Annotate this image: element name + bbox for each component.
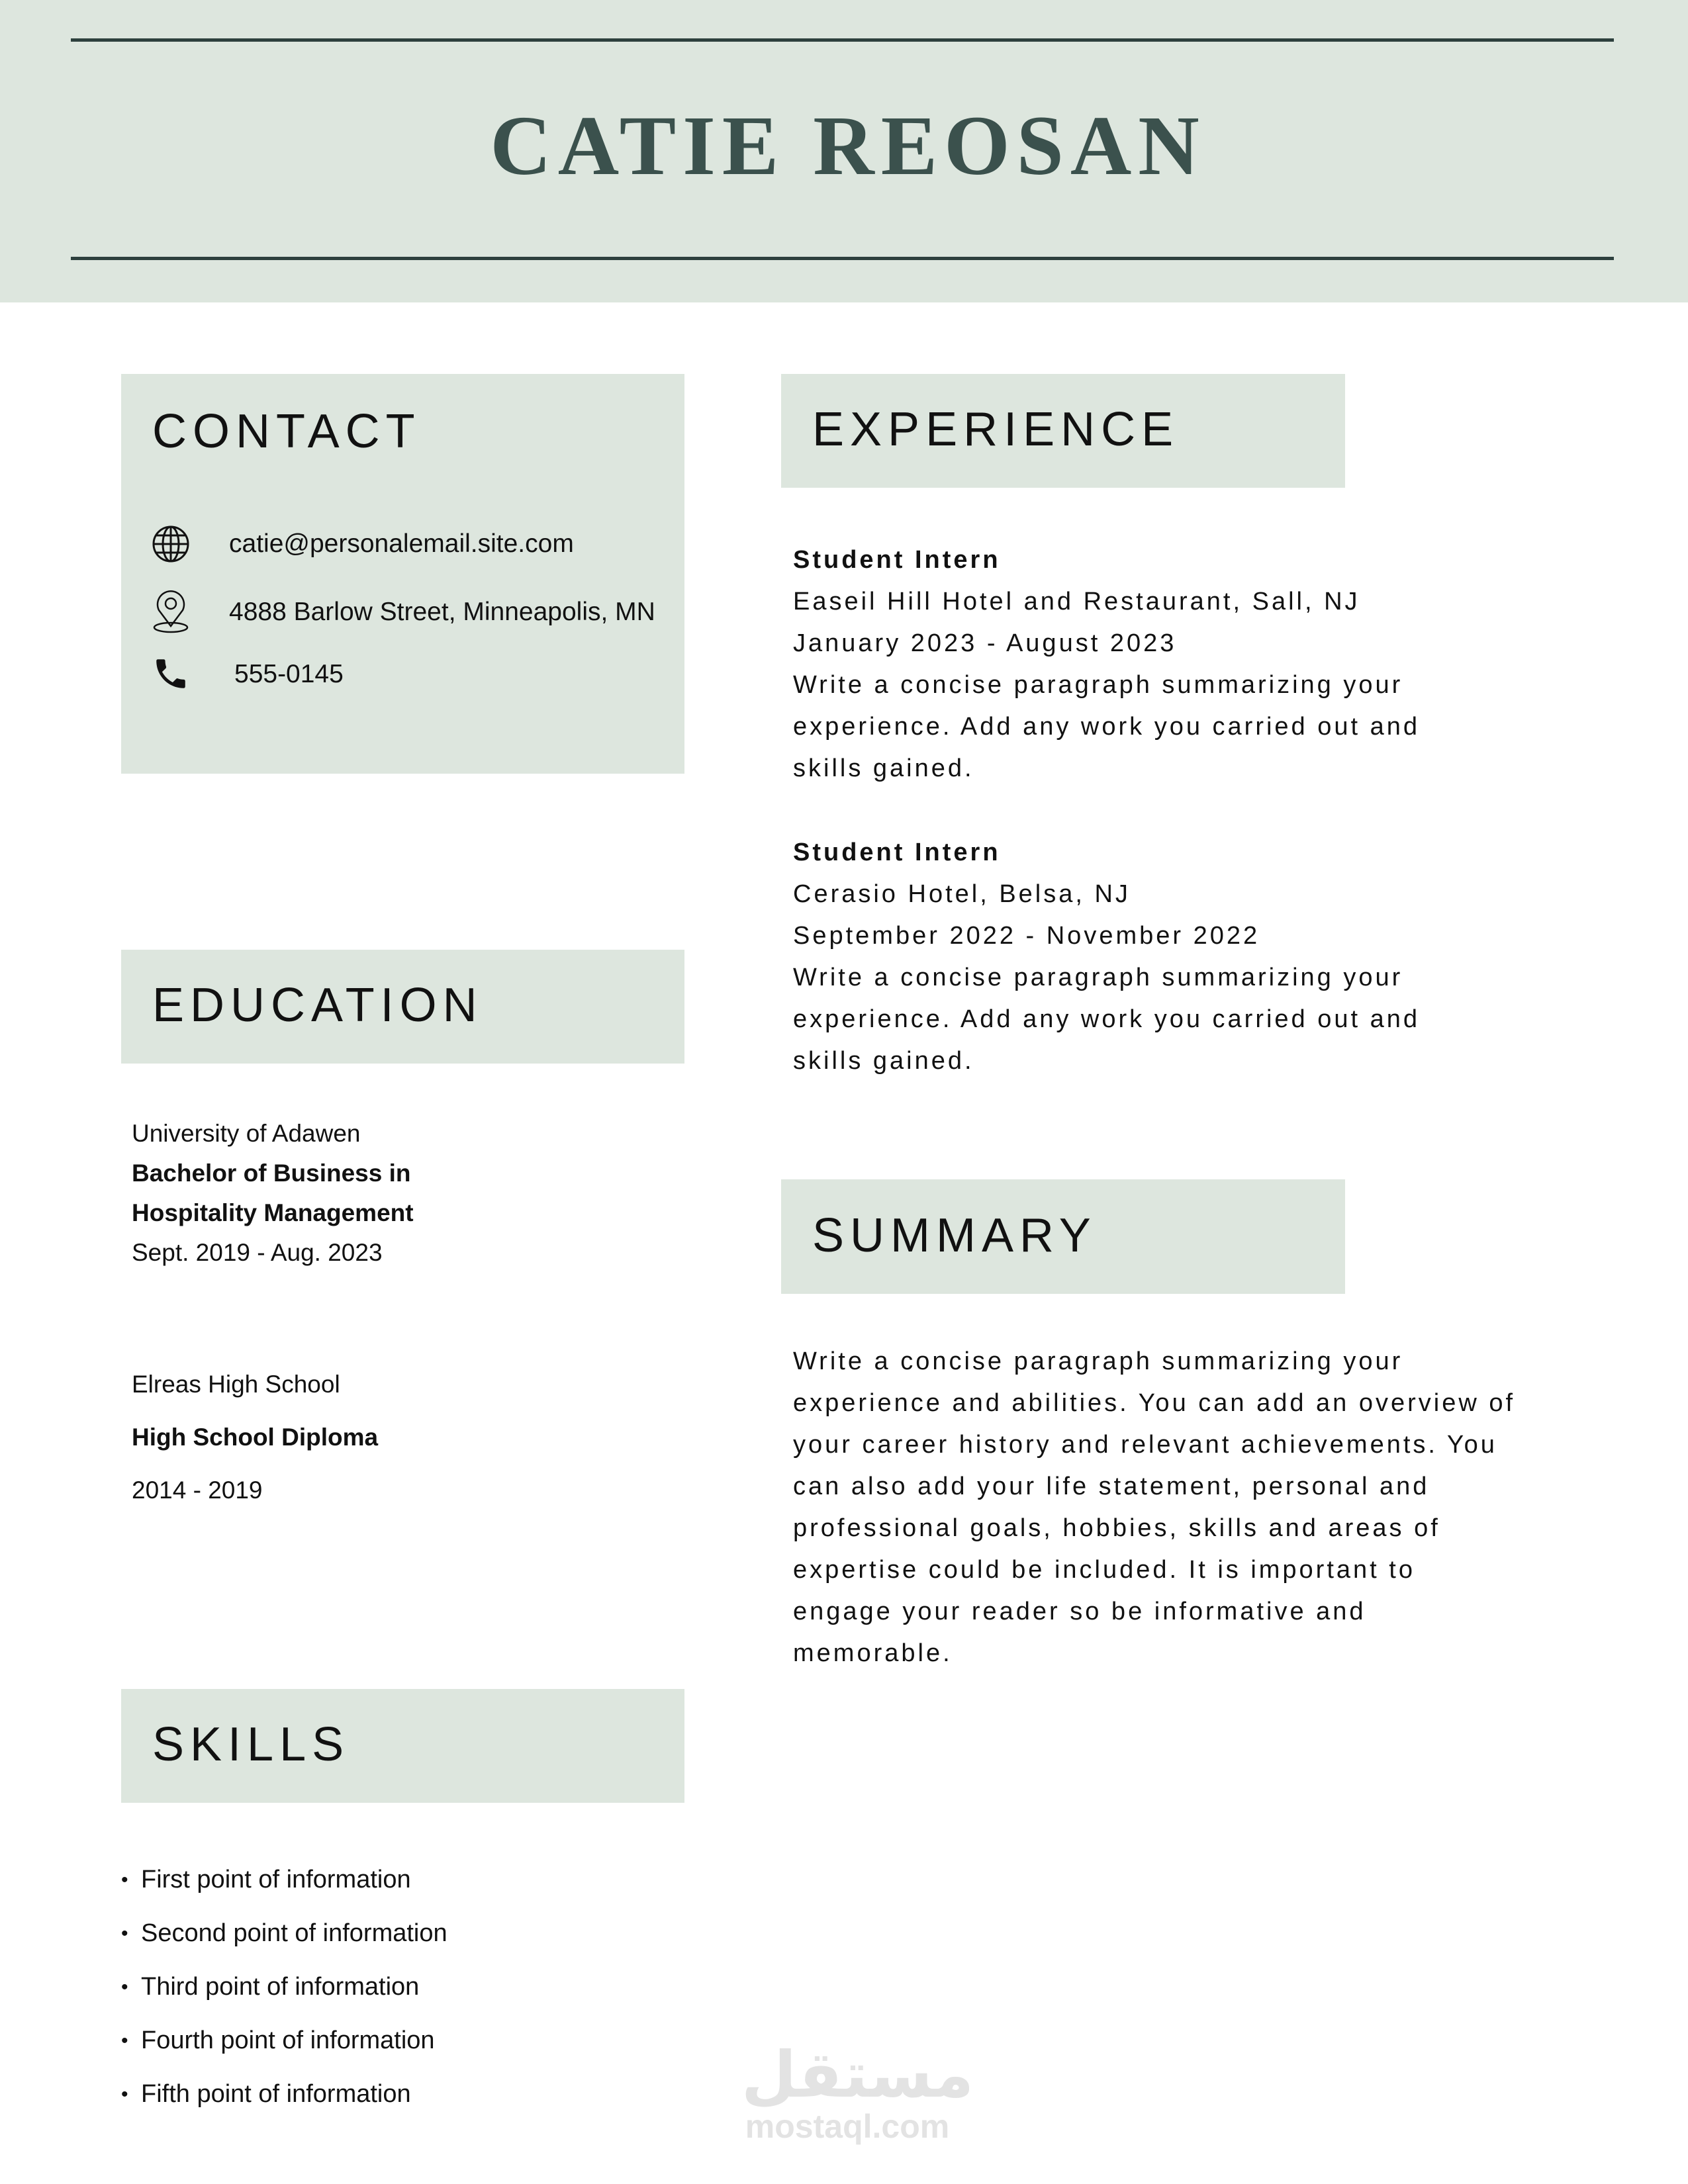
phone-icon xyxy=(151,654,191,694)
bullet-icon: • xyxy=(121,1869,128,1891)
skills-list xyxy=(121,1853,447,2121)
experience-title: EXPERIENCE xyxy=(812,403,1180,456)
experience-desc: skills gained. xyxy=(793,754,974,782)
education-degree: Bachelor of Business in xyxy=(132,1160,411,1187)
watermark-logo xyxy=(741,2038,974,2145)
skill-text: Fifth point of information xyxy=(141,2080,411,2108)
experience-desc: skills gained. xyxy=(793,1047,974,1075)
contact-address-row xyxy=(151,589,655,634)
experience-dates: January 2023 - August 2023 xyxy=(793,629,1177,657)
skill-text: First point of information xyxy=(141,1866,411,1893)
summary-header xyxy=(781,1179,1345,1294)
experience-entry xyxy=(793,539,1554,790)
skill-text: Third point of information xyxy=(141,1973,420,2001)
summary-line: engage your reader so be informative and xyxy=(793,1598,1366,1625)
summary-paragraph xyxy=(793,1341,1587,1674)
experience-entry xyxy=(793,832,1554,1082)
experience-role: Student Intern xyxy=(793,839,1001,866)
experience-header xyxy=(781,374,1345,488)
contact-address: 4888 Barlow Street, Minneapolis, MN xyxy=(229,598,655,626)
experience-company: Easeil Hill Hotel and Restaurant, Sall, NJ xyxy=(793,588,1360,615)
education-header xyxy=(121,950,684,1064)
skill-text: Second point of information xyxy=(141,1919,447,1947)
summary-line: experience and abilities. You can add an overview of xyxy=(793,1389,1516,1417)
summary-line: memorable. xyxy=(793,1639,953,1667)
contact-phone[interactable]: 555-0145 xyxy=(234,660,344,688)
header-bottom-rule xyxy=(71,257,1614,260)
contact-email[interactable]: catie@personalemail.site.com xyxy=(229,529,574,558)
skill-item xyxy=(121,2068,447,2121)
watermark-arabic: مستقل xyxy=(741,2038,974,2112)
skills-title: SKILLS xyxy=(152,1718,350,1771)
experience-dates: September 2022 - November 2022 xyxy=(793,922,1260,950)
bullet-icon: • xyxy=(121,1923,128,1944)
experience-company: Cerasio Hotel, Belsa, NJ xyxy=(793,880,1131,908)
summary-line: Write a concise paragraph summarizing your xyxy=(793,1347,1403,1375)
skill-item xyxy=(121,1907,447,1960)
skill-item xyxy=(121,1853,447,1907)
summary-line: professional goals, hobbies, skills and areas of xyxy=(793,1514,1440,1542)
bullet-icon: • xyxy=(121,2083,128,2105)
location-pin-icon xyxy=(151,589,191,634)
summary-line: your career history and relevant achievements. You xyxy=(793,1431,1497,1459)
skill-item xyxy=(121,1960,447,2014)
education-title: EDUCATION xyxy=(152,979,483,1032)
watermark-latin: mostaql.com xyxy=(745,2108,950,2145)
contact-phone-row xyxy=(151,654,344,694)
globe-icon xyxy=(151,524,191,564)
summary-title: SUMMARY xyxy=(812,1209,1097,1262)
experience-role: Student Intern xyxy=(793,546,1001,574)
experience-desc: Write a concise paragraph summarizing your xyxy=(793,671,1403,699)
education-entry xyxy=(132,1365,378,1510)
candidate-name: CATIE REOSAN xyxy=(490,99,1206,193)
experience-desc: experience. Add any work you carried out and xyxy=(793,1005,1421,1033)
contact-title: CONTACT xyxy=(152,405,421,458)
bullet-icon: • xyxy=(121,1976,128,1998)
education-degree-cont: Hospitality Management xyxy=(132,1199,414,1226)
skills-header xyxy=(121,1689,684,1803)
experience-desc: Write a concise paragraph summarizing your xyxy=(793,964,1403,991)
summary-line: expertise could be included. It is important to xyxy=(793,1556,1415,1584)
header-top-rule xyxy=(71,38,1614,42)
skill-text: Fourth point of information xyxy=(141,2026,435,2054)
experience-desc: experience. Add any work you carried out and xyxy=(793,713,1421,741)
education-dates: Sept. 2019 - Aug. 2023 xyxy=(132,1239,383,1266)
education-degree: High School Diploma xyxy=(132,1424,379,1451)
contact-section xyxy=(121,374,684,774)
education-entry xyxy=(132,1114,414,1273)
summary-line: can also add your life statement, personal and xyxy=(793,1473,1430,1500)
skill-item xyxy=(121,2014,447,2068)
contact-email-row xyxy=(151,524,574,564)
education-school: Elreas High School xyxy=(132,1371,340,1398)
bullet-icon: • xyxy=(121,2030,128,2052)
education-school: University of Adawen xyxy=(132,1120,361,1147)
education-dates: 2014 - 2019 xyxy=(132,1477,263,1504)
